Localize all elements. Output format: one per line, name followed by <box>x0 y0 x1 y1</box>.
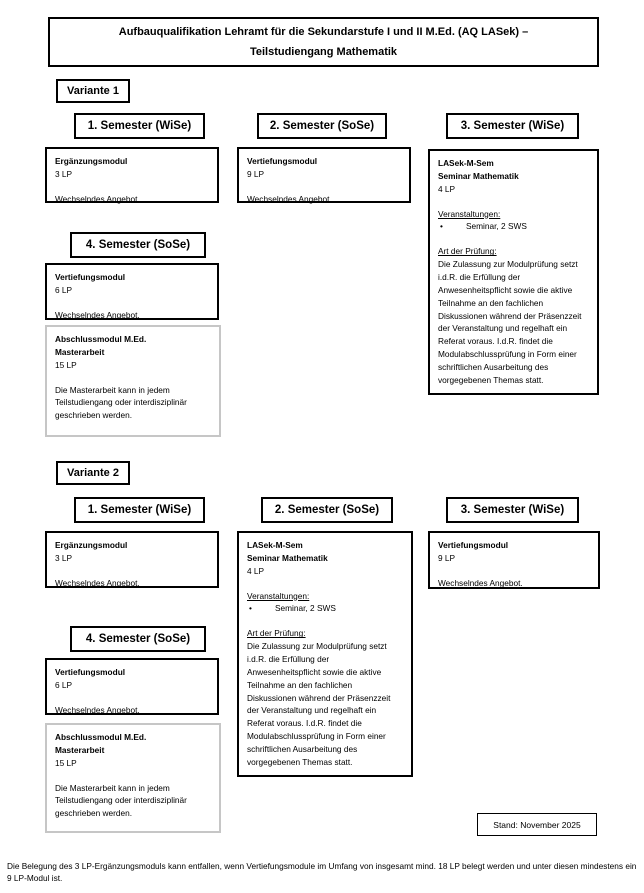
v1-module-vertiefungsmodul-9lp <box>237 147 411 203</box>
bullet-icon: • <box>440 221 443 232</box>
module-title: Seminar Mathematik <box>438 170 519 181</box>
v2-module-seminar-mathematik <box>237 531 413 777</box>
v1-semester-3-header: 3. Semester (WiSe) <box>446 113 579 139</box>
v1-module-ergaenzungsmodul <box>45 147 219 203</box>
v1-module-abschlussmodul <box>45 325 221 437</box>
blank-line <box>438 565 590 577</box>
veranstaltungen-item-text: Seminar, 2 SWS <box>466 221 527 232</box>
pruefung-text: Die Zulassung zur Modulprüfung setzt i.d.R. die Erfüllung der Anwesenheitspflicht sowie die aktive Teilnahme an den fachlichen Diskussionen während der Präsenzzeit der Veranstaltung und regelhaft ein Referat voraus. I.d.R. findet die Modulabschlussprüfung in Form einer schriftlichen Ausarbeitung des vorgegebenen Themas statt. <box>438 259 582 385</box>
stand-box <box>477 813 597 836</box>
module-code: LASek-M-Sem <box>438 158 494 168</box>
blank-line <box>55 692 209 704</box>
module-title: Vertiefungsmodul <box>55 272 126 282</box>
v2-module-vertiefungsmodul-9lp <box>428 531 600 589</box>
veranstaltungen-item-text: Seminar, 2 SWS <box>275 603 336 614</box>
blank-line <box>438 196 589 208</box>
module-title: Vertiefungsmodul <box>55 667 126 677</box>
blank-line <box>55 297 209 309</box>
module-note: Wechselndes Angebot. <box>55 193 140 204</box>
v2-module-ergaenzungsmodul <box>45 531 219 588</box>
module-lp: 15 LP <box>55 359 77 370</box>
v1-semester-2-header: 2. Semester (SoSe) <box>257 113 387 139</box>
blank-line <box>438 233 589 245</box>
module-lp: 4 LP <box>438 183 456 194</box>
v2-semester-1-header: 1. Semester (WiSe) <box>74 497 205 523</box>
pruefung-label: Art der Prüfung: <box>247 628 306 639</box>
v2-semester-4-header: 4. Semester (SoSe) <box>70 626 206 652</box>
v2-module-abschlussmodul <box>45 723 221 833</box>
module-lp: 3 LP <box>55 552 73 563</box>
v1-module-seminar-mathematik <box>428 149 599 395</box>
module-note: Wechselndes Angebot. <box>55 309 140 320</box>
blank-line <box>55 372 211 384</box>
module-lp: 15 LP <box>55 757 77 768</box>
page-title-line-1: Aufbauqualifikation Lehramt für die Sekundarstufe I und II M.Ed. (AQ LASek) – <box>118 25 529 38</box>
veranstaltungen-label: Veranstaltungen: <box>247 590 310 601</box>
blank-line <box>55 181 209 193</box>
variante-1-label: Variante 1 <box>56 79 130 103</box>
veranstaltungen-list-item <box>247 602 403 615</box>
v2-module-vertiefungsmodul-6lp <box>45 658 219 715</box>
blank-line <box>55 565 209 577</box>
veranstaltungen-list-item <box>438 220 589 233</box>
module-note: Wechselndes Angebot. <box>55 577 140 588</box>
module-lp: 4 LP <box>247 565 265 576</box>
module-subtitle: Masterarbeit <box>55 346 105 357</box>
stand-label: Stand: November 2025 <box>493 819 581 830</box>
module-title: Ergänzungsmodul <box>55 540 128 550</box>
v2-semester-2-header: 2. Semester (SoSe) <box>261 497 393 523</box>
page-title-line-2: Teilstudiengang Mathematik <box>249 46 398 58</box>
blank-line <box>55 770 211 782</box>
footnote: Die Belegung des 3 LP-Ergänzungsmoduls kann entfallen, wenn Vertiefungsmodule im Umfang von insgesamt mind. 18 LP belegt werden und unter diesen mindestens ein 9 LP-Modul ist. <box>7 861 637 884</box>
module-lp: 6 LP <box>55 284 73 295</box>
module-lp: 6 LP <box>55 679 73 690</box>
module-title: Abschlussmodul M.Ed. <box>55 732 147 742</box>
module-lp: 3 LP <box>55 168 73 179</box>
pruefung-text: Die Zulassung zur Modulprüfung setzt i.d.R. die Erfüllung der Anwesenheitspflicht sowie die aktive Teilnahme an den fachlichen Diskussionen während der Präsenzzeit der Veranstaltung und regelhaft ein Referat voraus. I.d.R. findet die Modulabschlussprüfung in Form einer schriftlichen Ausarbeitung des vorgegebenen Themas statt. <box>247 641 391 767</box>
module-title: Vertiefungsmodul <box>438 540 509 550</box>
pruefung-label: Art der Prüfung: <box>438 246 497 257</box>
module-lp: 9 LP <box>247 168 265 179</box>
blank-line <box>247 578 403 590</box>
module-lp: 9 LP <box>438 552 456 563</box>
page-title <box>48 17 599 67</box>
veranstaltungen-label: Veranstaltungen: <box>438 208 501 219</box>
module-title: Vertiefungsmodul <box>247 156 318 166</box>
module-title: Seminar Mathematik <box>247 552 328 563</box>
module-title: Ergänzungsmodul <box>55 156 128 166</box>
v1-module-vertiefungsmodul-6lp <box>45 263 219 320</box>
module-subtitle: Masterarbeit <box>55 744 105 755</box>
v1-semester-4-header: 4. Semester (SoSe) <box>70 232 206 258</box>
module-note: Wechselndes Angebot. <box>247 193 332 204</box>
bullet-icon: • <box>249 603 252 614</box>
module-title: Abschlussmodul M.Ed. <box>55 334 147 344</box>
module-code: LASek-M-Sem <box>247 540 303 550</box>
module-note: Wechselndes Angebot. <box>55 704 140 715</box>
blank-line <box>247 615 403 627</box>
v2-semester-3-header: 3. Semester (WiSe) <box>446 497 579 523</box>
variante-2-label: Variante 2 <box>56 461 130 485</box>
module-note: Wechselndes Angebot. <box>438 577 523 588</box>
module-note: Die Masterarbeit kann in jedem Teilstudiengang oder interdisziplinär geschrieben werden. <box>55 782 187 819</box>
blank-line <box>247 181 401 193</box>
module-note: Die Masterarbeit kann in jedem Teilstudiengang oder interdisziplinär geschrieben werden. <box>55 384 187 421</box>
v1-semester-1-header: 1. Semester (WiSe) <box>74 113 205 139</box>
